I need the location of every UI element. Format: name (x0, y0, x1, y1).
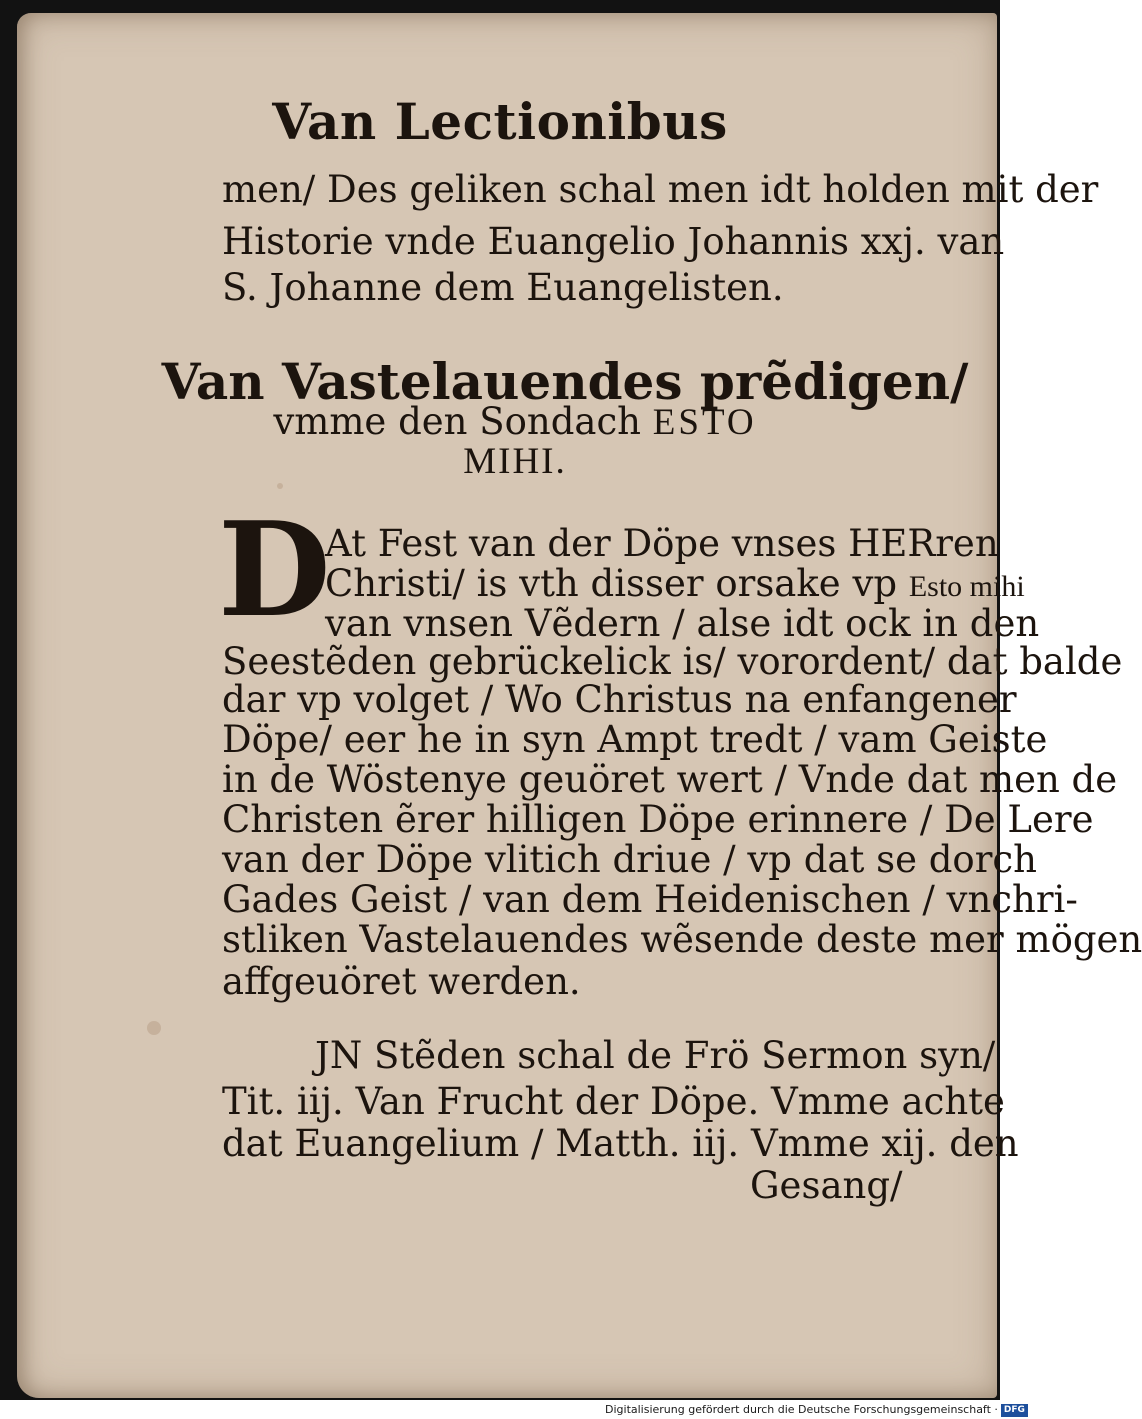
paragraph1-line-2: Christi/ is vth disser orsake vp Esto mihi (325, 562, 1025, 605)
paragraph1-line-6: Döpe/ eer he in syn Ampt tredt / vam Geiste (222, 718, 1048, 761)
section-heading: Van Vastelauendes prẽdigen/ (161, 352, 969, 411)
drop-initial: D (218, 493, 331, 646)
paragraph1-line-8: Christen ẽrer hilligen Döpe erinnere / De Lere (222, 798, 1094, 841)
paragraph1-line-10: Gades Geist / van dem Heidenischen / vnchri- (222, 878, 1078, 921)
paragraph1-line-5: dar vp volget / Wo Christus na enfangener (222, 678, 1017, 721)
running-head: Van Lectionibus (272, 92, 728, 151)
dfg-logo: DFG (1001, 1404, 1028, 1417)
intro-line-1: men/ Des geliken schal men idt holden mit der (222, 168, 1099, 211)
footer-text: Digitalisierung gefördert durch die Deutsche Forschungsgemeinschaft · (605, 1403, 998, 1416)
subheading-line-2: MIHI. (463, 441, 567, 482)
paragraph1-line-11: stliken Vastelauendes wẽsende deste mer mögen (222, 918, 1142, 961)
esto-mihi-roman: Esto mihi (908, 570, 1025, 603)
paragraph1-line-7: in de Wöstenye geuöret wert / Vnde dat men de (222, 758, 1118, 801)
paragraph2-line-2: Tit. iij. Van Frucht der Döpe. Vmme achte (222, 1080, 1005, 1123)
subheading-text: vmme den Sondach (273, 400, 642, 443)
paragraph2-line-1: JN Stẽden schal de Frö Sermon syn/ (315, 1034, 996, 1077)
intro-line-2: Historie vnde Euangelio Johannis xxj. van (222, 220, 1005, 263)
page-stain (147, 1021, 161, 1035)
paragraph1-line-3: van vnsen Vẽdern / alse idt ock in den (325, 602, 1040, 645)
paragraph1-line-1: At Fest van der Döpe vnses HERren (325, 522, 999, 565)
paragraph1-line-4: Seestẽden gebrückelick is/ vorordent/ dat balde (222, 640, 1123, 683)
catchword: Gesang/ (750, 1164, 903, 1207)
digitization-footer (605, 1401, 1025, 1419)
intro-line-3: S. Johanne dem Euangelisten. (222, 266, 784, 309)
paragraph1-line-12: affgeuöret werden. (222, 960, 581, 1003)
subheading-roman: ESTO (652, 402, 757, 443)
page-stain (277, 483, 283, 489)
paragraph2-line-3: dat Euangelium / Matth. iij. Vmme xij. den (222, 1122, 1019, 1165)
section-subheading (0, 400, 1030, 444)
paragraph1-line-9: van der Döpe vlitich driue / vp dat se dorch (222, 838, 1037, 881)
